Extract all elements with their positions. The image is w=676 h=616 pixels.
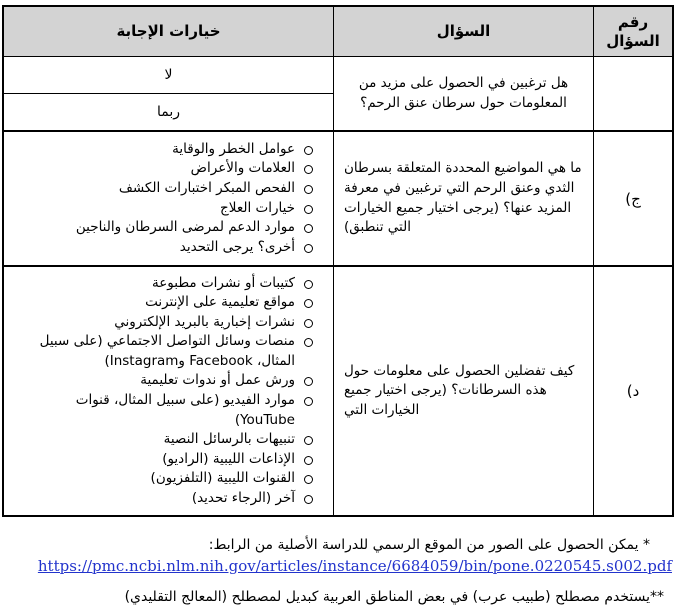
question-text: كيف تفضلين الحصول على معلومات حول هذه السرطانات؟ (يرجى اختيار جميع الخيارات التي	[344, 362, 575, 418]
circle-bullet-icon	[304, 456, 313, 465]
question-cell	[334, 267, 594, 515]
answer-option: كتيبات أو نشرات مطبوعة	[12, 274, 313, 294]
header-question: السؤال	[334, 7, 594, 56]
answer-option: خيارات العلاج	[12, 199, 313, 219]
table-row	[4, 130, 672, 265]
circle-bullet-icon	[304, 397, 313, 406]
header-question-number: رقم السؤال	[594, 7, 672, 56]
circle-bullet-icon	[304, 436, 313, 445]
source-link-line	[0, 557, 676, 575]
table-row	[4, 56, 672, 130]
question-number-label: ج)	[625, 189, 641, 208]
answer-option: القنوات الليبية (التلفزيون)	[12, 469, 313, 489]
answer-option: عوامل الخطر والوقاية	[12, 140, 313, 160]
answer-option: مواقع تعليمية على الإنترنت	[12, 293, 313, 313]
circle-bullet-icon	[304, 338, 313, 347]
source-link[interactable]: https://pmc.ncbi.nlm.nih.gov/articles/instance/6684059/bin/pone.0220545.s002.pdf	[37, 557, 672, 575]
footnote-source: * يمكن الحصول على الصور من الموقع الرسمي للدراسة الأصلية من الرابط:	[208, 537, 650, 553]
answer-option: ورش عمل أو ندوات تعليمية	[12, 371, 313, 391]
answers-cell	[4, 57, 334, 130]
answer-option: الإذاعات الليبية (الراديو)	[12, 450, 313, 470]
circle-bullet-icon	[304, 319, 313, 328]
circle-bullet-icon	[304, 244, 313, 253]
header-answer-options: خيارات الإجابة	[4, 7, 334, 56]
question-cell	[334, 57, 594, 130]
answer-option: موارد الفيديو (على سبيل المثال، قنوات YouTube)	[12, 391, 313, 430]
answer-option: أخرى؟ يرجى التحديد	[12, 238, 313, 258]
circle-bullet-icon	[304, 475, 313, 484]
answer-option: منصات وسائل التواصل الاجتماعي (على سبيل المثال، Facebook وInstagram)	[12, 332, 313, 371]
table-header-row	[4, 7, 672, 56]
answer-option: آخر (الرجاء تحديد)	[12, 489, 313, 509]
answer-option: الفحص المبكر اختبارات الكشف	[12, 179, 313, 199]
circle-bullet-icon	[304, 495, 313, 504]
question-text: هل ترغبين في الحصول على مزيد من المعلومات حول سرطان عنق الرحم؟	[358, 74, 569, 111]
question-number-cell-empty	[594, 57, 672, 130]
table-row	[4, 265, 672, 515]
answer-option-maybe: ربما	[156, 104, 181, 120]
circle-bullet-icon	[304, 165, 313, 174]
circle-bullet-icon	[304, 146, 313, 155]
circle-bullet-icon	[304, 224, 313, 233]
footnote-terminology: **يستخدم مصطلح (طبيب عرب) في بعض المناطق العربية كبديل لمصطلح (المعالج التقليدي)	[124, 589, 664, 605]
question-number-label: د)	[626, 382, 640, 400]
question-cell	[334, 132, 594, 265]
survey-table	[2, 5, 674, 517]
question-text: ما هي المواضيع المحددة المتعلقة بسرطان الثدي وعنق الرحم التي ترغبين في معرفة المزيد عنها؟ (يرجى اختيار جميع الخيارات التي تنطبق)	[344, 160, 582, 236]
circle-bullet-icon	[304, 377, 313, 386]
answer-option: نشرات إخبارية بالبريد الإلكتروني	[12, 313, 313, 333]
circle-bullet-icon	[304, 299, 313, 308]
circle-bullet-icon	[304, 205, 313, 214]
answers-cell	[4, 267, 334, 515]
answer-option: موارد الدعم لمرضى السرطان والناجين	[12, 218, 313, 238]
answers-cell	[4, 132, 334, 265]
answer-option: تنبيهات بالرسائل النصية	[12, 430, 313, 450]
circle-bullet-icon	[304, 280, 313, 289]
circle-bullet-icon	[304, 185, 313, 194]
answer-option: العلامات والأعراض	[12, 159, 313, 179]
answer-option-no: لا	[4, 57, 333, 94]
